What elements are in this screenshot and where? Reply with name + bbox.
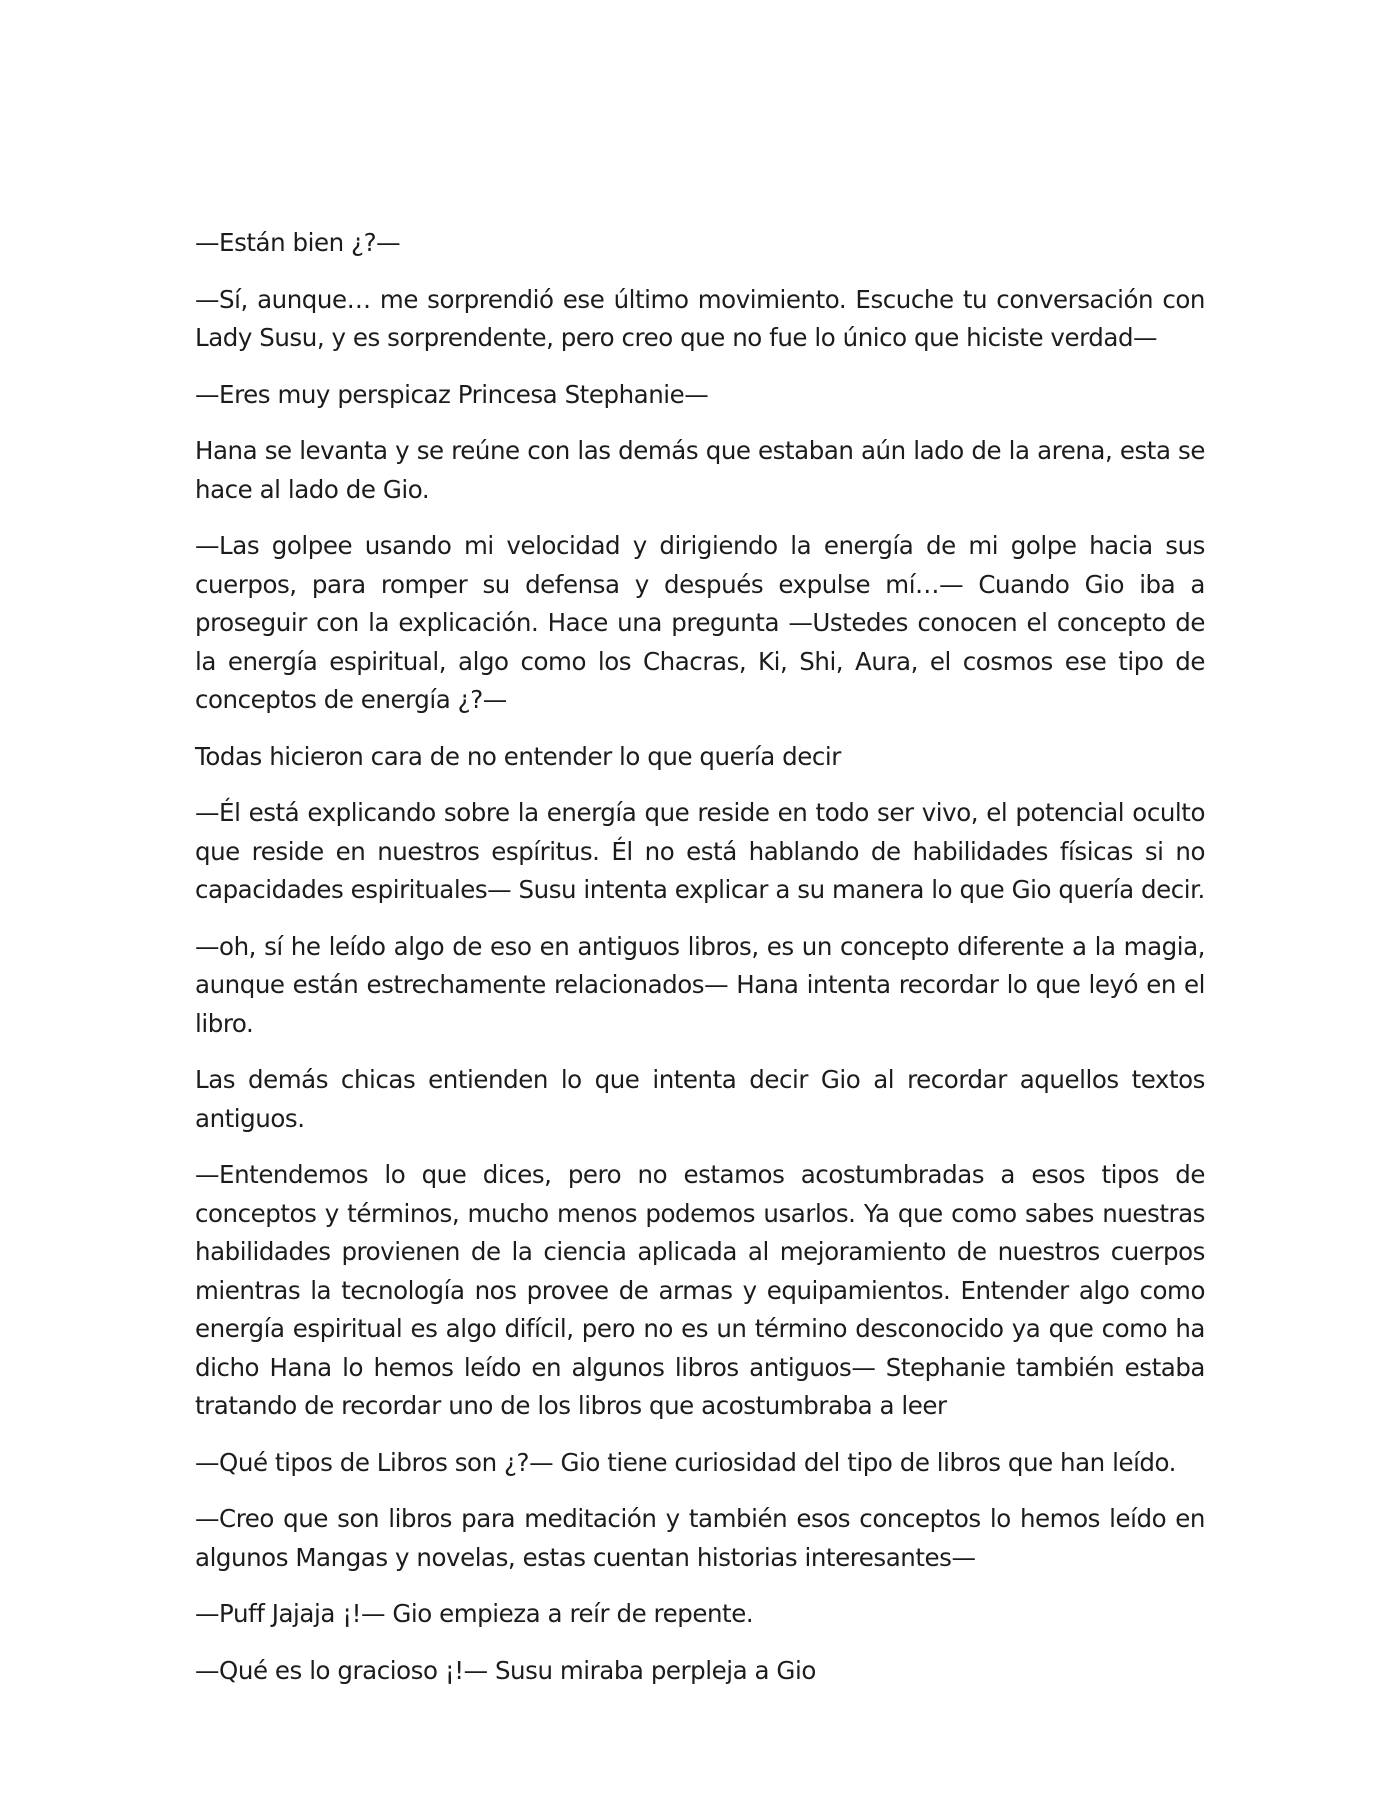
paragraph: —Creo que son libros para meditación y también esos conceptos lo hemos leído en algunos Mangas y novelas, estas cuentan historias interesantes— <box>195 1504 1205 1572</box>
document-body <box>195 224 1205 1708</box>
paragraph: Hana se levanta y se reúne con las demás que estaban aún lado de la arena, esta se hace al lado de Gio. <box>195 436 1205 504</box>
paragraph: —Están bien ¿?— <box>195 228 401 257</box>
paragraph: —Eres muy perspicaz Princesa Stephanie— <box>195 379 709 409</box>
paragraph: —Puff Jajaja ¡!— Gio empieza a reír de repente. <box>195 1599 754 1628</box>
paragraph: —Qué es lo gracioso ¡!— Susu miraba perpleja a Gio <box>195 1655 816 1685</box>
paragraph: —Entendemos lo que dices, pero no estamos acostumbradas a esos tipos de conceptos y términos, mucho menos podemos usarlos. Ya que como sabes nuestras habilidades provienen de la ciencia aplicada al mejoramiento de nuestros cuerpos mientras la tecnología nos provee de armas y equipamientos. Entender algo como energía espiritual es algo difícil, pero no es un término desconocido ya que como ha dicho Hana lo hemos leído en algunos libros antiguos— Stephanie también estaba tratando de recordar uno de los libros que acostumbraba a leer <box>195 1160 1205 1420</box>
paragraph: Las demás chicas entienden lo que intenta decir Gio al recordar aquellos textos antiguos. <box>195 1065 1205 1133</box>
paragraph: —Sí, aunque… me sorprendió ese último movimiento. Escuche tu conversación con Lady Susu, y es sorprendente, pero creo que no fue lo único que hiciste verdad— <box>195 284 1205 352</box>
paragraph: —Él está explicando sobre la energía que reside en todo ser vivo, el potencial oculto que reside en nuestros espíritus. Él no está hablando de habilidades físicas si no capacidades espirituales— Susu intenta explicar a su manera lo que Gio quería decir. <box>195 798 1205 904</box>
paragraph: Todas hicieron cara de no entender lo que quería decir <box>195 741 841 771</box>
paragraph: —oh, sí he leído algo de eso en antiguos libros, es un concepto diferente a la magia, aunque están estrechamente relacionados— Hana intenta recordar lo que leyó en el libro. <box>195 931 1205 1038</box>
paragraph: —Qué tipos de Libros son ¿?— Gio tiene curiosidad del tipo de libros que han leído. <box>195 1447 1176 1477</box>
paragraph: —Las golpee usando mi velocidad y dirigiendo la energía de mi golpe hacia sus cuerpos, para romper su defensa y después expulse mí…— Cuando Gio iba a proseguir con la explicación. Hace una pregunta —Ustedes conocen el concepto de la energía espiritual, algo como los Chacras, Ki, Shi, Aura, el cosmos ese tipo de conceptos de energía ¿?— <box>195 531 1205 714</box>
